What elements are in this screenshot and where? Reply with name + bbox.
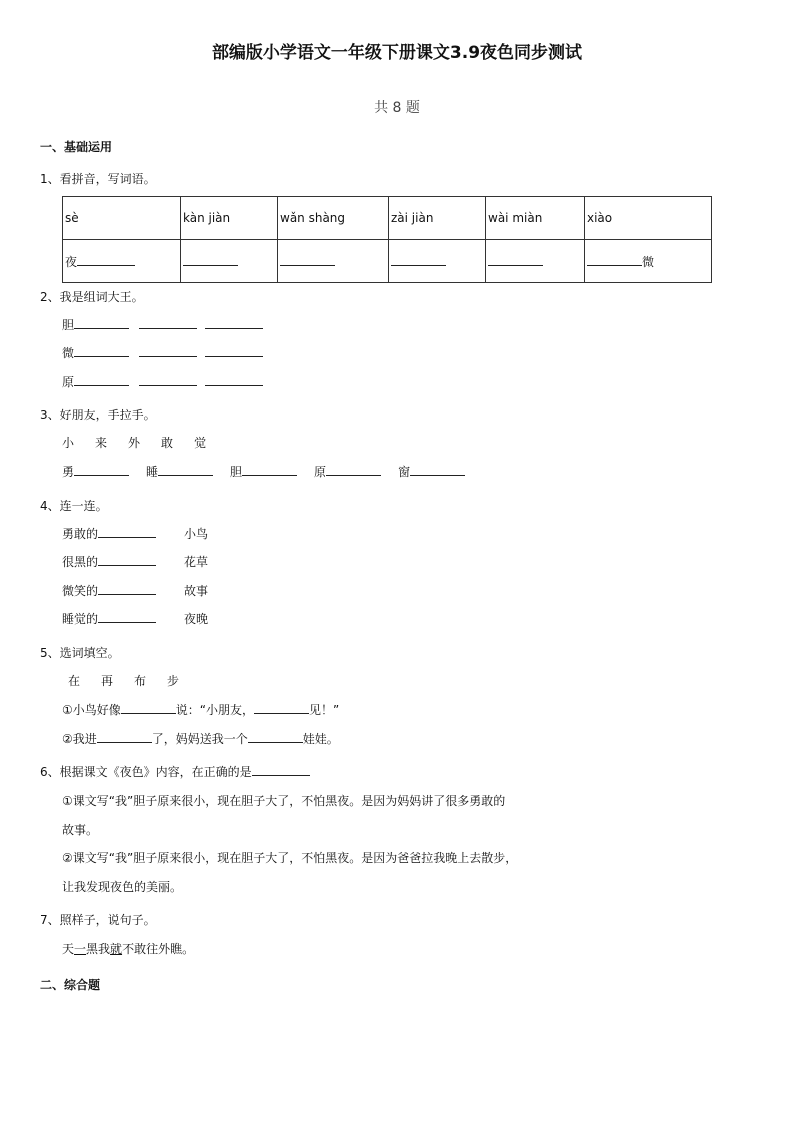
- question-4: 4、连一连。: [40, 499, 108, 513]
- option-2-cont: 让我发现夜色的美丽。: [62, 880, 183, 894]
- pinyin-cell: wǎn shàng: [278, 197, 389, 240]
- char-bank: [62, 434, 206, 451]
- pinyin-cell: zài jiàn: [389, 197, 486, 240]
- bank-word: 布: [134, 674, 147, 688]
- sentence-1: [62, 701, 339, 718]
- answer-blank[interactable]: [74, 463, 129, 476]
- answer-blank[interactable]: [326, 463, 381, 476]
- pinyin-cell: xiào: [585, 197, 712, 240]
- word-char: 微: [62, 346, 75, 360]
- question-3: 3、好朋友，手拉手。: [40, 408, 156, 422]
- answer-blank[interactable]: [98, 610, 156, 623]
- match-left: 睡觉的: [62, 612, 99, 626]
- option-1[interactable]: ①课文写“我”胆子原来很小，现在胆子大了，不怕黑夜。是因为妈妈讲了很多勇敢的: [62, 794, 506, 808]
- blank-char: 胆: [230, 465, 243, 479]
- option-1-cont: 故事。: [62, 823, 99, 837]
- match-row: [62, 582, 208, 599]
- question-7: 7、照样子，说句子。: [40, 913, 156, 927]
- answer-blank[interactable]: [248, 730, 303, 743]
- bank-word: 再: [101, 674, 114, 688]
- answer-blank[interactable]: [121, 701, 176, 714]
- answer-blank[interactable]: [74, 316, 129, 329]
- answer-blank[interactable]: [98, 525, 156, 538]
- bank-char: 外: [128, 436, 141, 450]
- answer-blank[interactable]: [254, 701, 309, 714]
- answer-blank[interactable]: [97, 730, 152, 743]
- sentence-text: 了，妈妈送我一个: [151, 732, 248, 746]
- answer-blank[interactable]: [77, 253, 135, 266]
- fill-row: [62, 463, 465, 480]
- answer-cell[interactable]: [63, 240, 181, 283]
- answer-cell[interactable]: [585, 240, 712, 283]
- match-right[interactable]: 故事: [184, 584, 209, 598]
- answer-blank[interactable]: [205, 373, 263, 386]
- blank-char: 窗: [398, 465, 411, 479]
- bank-char: 敢: [161, 436, 174, 450]
- answer-blank[interactable]: [98, 582, 156, 595]
- answer-cell[interactable]: [181, 240, 278, 283]
- match-right[interactable]: 小鸟: [184, 527, 209, 541]
- word-row: [62, 344, 263, 361]
- answer-cell[interactable]: [389, 240, 486, 283]
- answer-blank[interactable]: [139, 344, 197, 357]
- bank-char: 来: [95, 436, 108, 450]
- answer-blank[interactable]: [74, 373, 129, 386]
- pinyin-row: [63, 197, 712, 240]
- match-left: 微笑的: [62, 584, 99, 598]
- answer-blank[interactable]: [252, 763, 310, 776]
- answer-blank[interactable]: [98, 553, 156, 566]
- answer-suffix: 微: [642, 254, 655, 269]
- answer-blank[interactable]: [183, 253, 238, 266]
- answer-blank[interactable]: [205, 316, 263, 329]
- match-row: [62, 525, 208, 542]
- pinyin-cell: wài miàn: [486, 197, 585, 240]
- match-right[interactable]: 夜晚: [184, 612, 209, 626]
- question-count: 共 8 题: [374, 100, 420, 116]
- match-row: [62, 553, 208, 570]
- pinyin-cell: sè: [63, 197, 181, 240]
- sentence-text: 娃娃。: [302, 732, 339, 746]
- answer-prefix: 夜: [65, 254, 78, 269]
- option-2[interactable]: ②课文写“我”胆子原来很小，现在胆子大了，不怕黑夜。是因为爸爸拉我晚上去散步，: [62, 851, 518, 865]
- sentence-2: [62, 730, 339, 747]
- match-left: 很黑的: [62, 555, 99, 569]
- match-row: [62, 610, 208, 627]
- answer-blank[interactable]: [205, 344, 263, 357]
- match-left: 勇敢的: [62, 527, 99, 541]
- blank-char: 原: [314, 465, 327, 479]
- word-char: 胆: [62, 318, 75, 332]
- question-text: 6、根据课文《夜色》内容，在正确的是: [40, 765, 252, 779]
- sentence-text: 黑我: [86, 942, 111, 956]
- section-heading-comprehensive: 二、综合题: [40, 978, 101, 992]
- answer-blank[interactable]: [139, 373, 197, 386]
- answer-blank[interactable]: [139, 316, 197, 329]
- blank-char: 睡: [146, 465, 159, 479]
- question-5: 5、选词填空。: [40, 646, 120, 660]
- answer-blank[interactable]: [391, 253, 446, 266]
- answer-cell[interactable]: [278, 240, 389, 283]
- word-row: [62, 373, 263, 390]
- pinyin-table: [62, 196, 712, 283]
- word-bank: [68, 672, 179, 689]
- sentence-text: 不敢往外瞧。: [122, 942, 195, 956]
- answer-blank[interactable]: [410, 463, 465, 476]
- question-6: [40, 763, 310, 780]
- bank-word: 在: [68, 674, 81, 688]
- sentence-text: 见！”: [308, 703, 340, 717]
- answer-blank[interactable]: [74, 344, 129, 357]
- word-char: 原: [62, 375, 75, 389]
- question-1: 1、看拼音，写词语。: [40, 172, 156, 186]
- answer-cell[interactable]: [486, 240, 585, 283]
- bank-char: 小: [62, 436, 75, 450]
- example-sentence: [62, 940, 194, 957]
- section-heading-basic: 一、基础运用: [40, 140, 113, 154]
- question-2: 2、我是组词大王。: [40, 290, 144, 304]
- answer-blank[interactable]: [158, 463, 213, 476]
- pinyin-cell: kàn jiàn: [181, 197, 278, 240]
- sentence-text: 说：“小朋友，: [175, 703, 254, 717]
- answer-blank[interactable]: [587, 253, 642, 266]
- bank-char: 觉: [194, 436, 207, 450]
- bank-word: 步: [167, 674, 180, 688]
- page-title: 部编版小学语文一年级下册课文3.9夜色同步测试: [211, 43, 583, 63]
- underlined-word: 一: [74, 942, 87, 956]
- answer-blank[interactable]: [280, 253, 335, 266]
- answer-blank[interactable]: [488, 253, 543, 266]
- underlined-word: 就: [110, 942, 123, 956]
- sentence-text: ①小鸟好像: [62, 703, 121, 717]
- sentence-text: ②我进: [62, 732, 97, 746]
- sentence-text: 天: [62, 942, 75, 956]
- answer-blank[interactable]: [242, 463, 297, 476]
- word-row: [62, 316, 263, 333]
- blank-char: 勇: [62, 465, 75, 479]
- answer-row: [63, 240, 712, 283]
- match-right[interactable]: 花草: [184, 555, 209, 569]
